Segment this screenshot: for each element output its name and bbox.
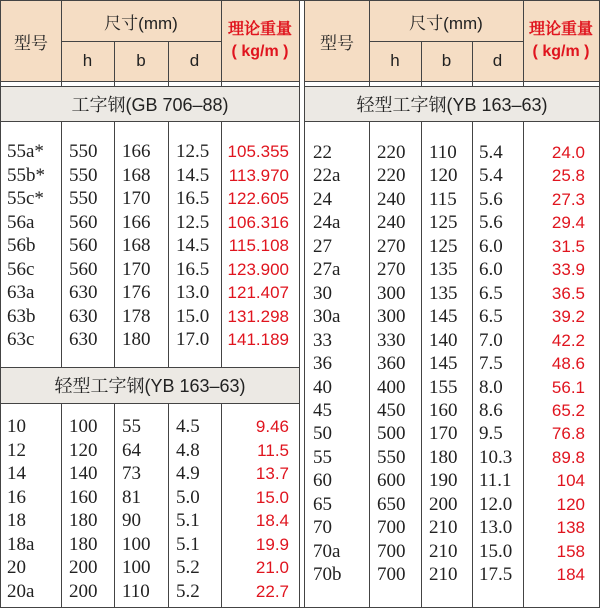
h-cell: 270: [377, 235, 406, 257]
h-cell: 560: [69, 211, 98, 233]
weight-header: [523, 1, 599, 81]
table-row: [1, 486, 299, 509]
d-cell: 5.6: [479, 212, 503, 234]
d-cell: 16.5: [176, 258, 210, 280]
model-cell: 33: [313, 329, 332, 351]
table-row: [305, 235, 599, 258]
weight-cell: 121.407: [227, 283, 289, 302]
table-row: [1, 305, 299, 328]
d-cell: 4.8: [176, 439, 200, 461]
weight-cell: 131.298: [227, 306, 289, 326]
right-panel: [305, 1, 599, 607]
table-row: [305, 376, 599, 399]
weight-header: [221, 1, 299, 81]
b-cell: 55: [122, 416, 141, 437]
weight-cell: 105.355: [227, 142, 289, 161]
h-cell: 550: [377, 446, 406, 468]
h-cell: 200: [69, 580, 98, 602]
d-cell: 16.5: [176, 188, 210, 209]
d-cell: 12.0: [479, 493, 513, 515]
d-cell: 8.0: [479, 376, 503, 398]
h-cell: 450: [377, 399, 406, 421]
h-cell: 550: [69, 188, 98, 209]
weight-cell: 42.2: [551, 330, 585, 350]
weight-cell: 104: [556, 471, 585, 491]
b-cell: 115: [429, 188, 457, 210]
table-row: [1, 415, 299, 438]
h-cell: 120: [69, 439, 98, 461]
b-cell: 168: [122, 164, 151, 186]
b-cell: 180: [429, 446, 458, 468]
weight-cell: 25.8: [551, 166, 585, 186]
d-cell: 14.5: [176, 164, 210, 186]
h-cell: 700: [377, 540, 406, 562]
table-row: [1, 580, 299, 603]
model-cell: 24: [313, 188, 332, 210]
weight-cell: 22.7: [255, 581, 289, 601]
weight-header-line2: ( kg/m ): [532, 43, 590, 60]
d-cell: 6.5: [479, 282, 503, 304]
b-cell: 64: [122, 439, 141, 461]
table-row: [1, 140, 299, 163]
h-cell: 300: [377, 306, 406, 328]
h-cell: 330: [377, 329, 406, 351]
model-cell: 55: [313, 446, 332, 468]
model-header: 型号: [320, 33, 354, 53]
h-cell: 300: [377, 282, 406, 304]
b-cell: 168: [122, 235, 151, 256]
d-cell: 11.1: [479, 470, 512, 492]
h-cell: 500: [377, 423, 406, 445]
b-cell: 210: [429, 517, 458, 539]
model-header: 型号: [14, 33, 48, 53]
h-cell: 220: [377, 165, 406, 187]
weight-cell: 21.0: [255, 558, 289, 577]
model-cell: 27: [313, 235, 332, 257]
model-cell: 65: [313, 493, 332, 515]
b-cell: 170: [122, 188, 151, 209]
d-cell: 7.0: [479, 329, 503, 351]
model-cell: 56c: [7, 258, 35, 280]
table-row: [305, 422, 599, 445]
b-cell: 73: [122, 463, 141, 484]
d-cell: 6.0: [479, 259, 503, 281]
table-row: [1, 533, 299, 556]
table-row: [1, 439, 299, 462]
b-header: b: [136, 51, 146, 70]
h-cell: 600: [377, 470, 406, 492]
h-cell: 180: [69, 510, 98, 531]
model-cell: 56a: [7, 211, 35, 233]
model-cell: 22a: [313, 165, 341, 187]
weight-header-line2: ( kg/m ): [231, 43, 289, 60]
weight-cell: 76.8: [551, 424, 585, 444]
b-cell: 155: [429, 376, 458, 398]
table-row: [305, 469, 599, 492]
d-cell: 13.0: [176, 282, 210, 303]
weight-cell: 138: [556, 518, 585, 538]
table-row: [305, 563, 599, 586]
weight-cell: 9.46: [255, 417, 289, 436]
h-cell: 240: [377, 212, 406, 234]
d-cell: 5.6: [479, 188, 503, 210]
d-cell: 5.4: [479, 165, 503, 187]
model-cell: 55b*: [7, 164, 45, 186]
b-cell: 170: [122, 258, 151, 280]
table-row: [1, 281, 299, 304]
b-cell: 100: [122, 533, 151, 555]
weight-cell: 122.605: [227, 189, 289, 208]
weight-cell: 19.9: [255, 534, 289, 554]
weight-cell: 141.189: [227, 330, 289, 349]
table-row: [305, 305, 599, 328]
h-header: h: [390, 51, 400, 70]
section-title: 轻型工字钢(YB 163–63): [305, 86, 599, 121]
h-cell: 240: [377, 188, 406, 210]
table-row: [305, 211, 599, 234]
h-cell: 630: [69, 282, 98, 303]
b-cell: 210: [429, 564, 458, 586]
b-cell: 180: [122, 329, 151, 350]
b-cell: 125: [429, 212, 458, 234]
h-cell: 630: [69, 329, 98, 350]
b-cell: 100: [122, 557, 151, 578]
weight-cell: 56.1: [551, 377, 585, 397]
d-cell: 5.1: [176, 510, 200, 531]
weight-cell: 29.4: [551, 213, 585, 233]
b-cell: 170: [429, 423, 458, 445]
d-cell: 8.6: [479, 399, 503, 421]
h-cell: 550: [69, 141, 98, 162]
table-row: [305, 352, 599, 375]
weight-cell: 27.3: [551, 189, 585, 209]
table-row: [305, 141, 599, 164]
weight-cell: 33.9: [551, 260, 585, 280]
table-row: [305, 188, 599, 211]
model-cell: 70b: [313, 564, 342, 586]
b-cell: 145: [429, 306, 458, 328]
d-header: d: [189, 51, 200, 70]
table-row: [305, 493, 599, 516]
d-cell: 7.5: [479, 353, 503, 375]
model-cell: 55a*: [7, 141, 44, 162]
weight-cell: 18.4: [255, 511, 289, 530]
h-cell: 400: [377, 376, 406, 398]
h-cell: 700: [377, 517, 406, 539]
model-cell: 36: [313, 353, 332, 375]
model-cell: 50: [313, 423, 332, 445]
model-cell: 10: [7, 416, 26, 437]
d-cell: 6.0: [479, 235, 503, 257]
model-cell: 18: [7, 510, 26, 531]
d-cell: 5.1: [176, 533, 200, 555]
weight-cell: 31.5: [551, 236, 585, 256]
b-cell: 81: [122, 486, 141, 508]
d-cell: 5.4: [479, 142, 503, 163]
model-cell: 63c: [7, 329, 35, 350]
h-cell: 220: [377, 142, 406, 163]
weight-cell: 11.5: [257, 440, 289, 460]
h-cell: 700: [377, 564, 406, 586]
h-cell: 630: [69, 305, 98, 327]
weight-cell: 15.0: [255, 487, 289, 507]
table-row: [1, 234, 299, 257]
model-cell: 56b: [7, 235, 36, 256]
weight-cell: 115.108: [228, 236, 289, 255]
model-cell: 18a: [7, 533, 35, 555]
h-cell: 550: [69, 164, 98, 186]
d-cell: 12.5: [176, 211, 210, 233]
weight-cell: 158: [556, 541, 585, 561]
table-row: [1, 462, 299, 485]
model-cell: 70: [313, 517, 332, 539]
table-row: [305, 329, 599, 352]
d-cell: 12.5: [176, 141, 210, 162]
b-cell: 140: [429, 329, 458, 351]
b-cell: 210: [429, 540, 458, 562]
weight-cell: 39.2: [551, 307, 585, 327]
model-cell: 55c*: [7, 188, 44, 209]
model-cell: 20a: [7, 580, 35, 602]
h-cell: 200: [69, 557, 98, 578]
table-row: [1, 556, 299, 579]
model-cell: 30: [313, 282, 332, 304]
d-cell: 5.2: [176, 580, 200, 602]
h-cell: 560: [69, 258, 98, 280]
weight-cell: 24.0: [551, 143, 585, 162]
d-cell: 10.3: [479, 446, 513, 468]
table-row: [305, 164, 599, 187]
weight-cell: 113.970: [228, 165, 289, 185]
model-cell: 24a: [313, 212, 341, 234]
d-cell: 15.0: [176, 305, 210, 327]
h-cell: 180: [69, 533, 98, 555]
model-cell: 12: [7, 439, 26, 461]
b-cell: 176: [122, 282, 151, 303]
model-cell: 63b: [7, 305, 36, 327]
weight-cell: 106.316: [227, 212, 289, 232]
h-cell: 100: [69, 416, 98, 437]
h-header: h: [82, 51, 93, 70]
b-cell: 190: [429, 470, 458, 492]
d-cell: 13.0: [479, 517, 513, 539]
model-cell: 20: [7, 557, 26, 578]
h-cell: 270: [377, 259, 406, 281]
table-row: [1, 211, 299, 234]
section-title: 轻型工字钢(YB 163–63): [1, 367, 299, 403]
d-cell: 5.0: [176, 486, 200, 508]
table-row: [305, 540, 599, 563]
weight-header-line1: 理论重量: [227, 21, 292, 38]
weight-cell: 123.900: [227, 259, 289, 279]
h-cell: 560: [69, 235, 98, 256]
b-cell: 166: [122, 141, 151, 162]
table-row: [305, 258, 599, 281]
d-cell: 17.5: [479, 564, 513, 586]
table-row: [1, 328, 299, 351]
b-cell: 178: [122, 305, 151, 327]
weight-cell: 48.6: [551, 354, 585, 374]
model-cell: 60: [313, 470, 332, 492]
weight-header-line1: 理论重量: [528, 21, 593, 38]
b-header: b: [441, 51, 452, 70]
b-cell: 110: [429, 142, 457, 163]
table-row: [305, 282, 599, 305]
d-header: d: [492, 51, 503, 70]
table-row: [1, 509, 299, 532]
table-row: [1, 164, 299, 187]
d-cell: 9.5: [479, 423, 503, 445]
table-row: [305, 516, 599, 539]
d-cell: 14.5: [176, 235, 210, 256]
table-row: [305, 399, 599, 422]
b-cell: 160: [429, 399, 458, 421]
h-cell: 360: [377, 353, 406, 375]
model-cell: 45: [313, 399, 332, 421]
weight-cell: 13.7: [255, 464, 289, 483]
b-cell: 200: [429, 493, 458, 515]
weight-cell: 89.8: [551, 447, 585, 467]
size-header: 尺寸(mm): [409, 13, 483, 33]
d-cell: 5.2: [176, 557, 200, 578]
b-cell: 90: [122, 510, 141, 531]
model-cell: 27a: [313, 259, 341, 281]
model-cell: 30a: [313, 306, 341, 328]
b-cell: 166: [122, 211, 151, 233]
d-cell: 15.0: [479, 540, 513, 562]
weight-cell: 36.5: [551, 283, 585, 303]
d-cell: 4.5: [176, 416, 200, 437]
model-cell: 14: [7, 463, 26, 484]
b-cell: 135: [429, 259, 458, 281]
model-cell: 70a: [313, 540, 341, 562]
table-row: [1, 258, 299, 281]
b-cell: 120: [429, 165, 458, 187]
model-cell: 63a: [7, 282, 35, 303]
weight-cell: 184: [556, 565, 585, 585]
b-cell: 145: [429, 353, 458, 375]
left-panel: [1, 1, 299, 607]
h-cell: 160: [69, 486, 98, 508]
b-cell: 125: [429, 235, 458, 257]
d-cell: 4.9: [176, 463, 200, 484]
h-cell: 140: [69, 463, 98, 484]
d-cell: 17.0: [176, 329, 210, 350]
h-cell: 650: [377, 493, 406, 515]
weight-cell: 65.2: [551, 400, 585, 420]
b-cell: 110: [122, 580, 150, 602]
table-row: [305, 446, 599, 469]
model-cell: 16: [7, 486, 26, 508]
model-cell: 40: [313, 376, 332, 398]
b-cell: 135: [429, 282, 458, 304]
model-cell: 22: [313, 142, 332, 163]
weight-cell: 120: [556, 494, 585, 514]
section-title: 工字钢(GB 706–88): [1, 86, 299, 121]
table-row: [1, 187, 299, 210]
size-header: 尺寸(mm): [104, 13, 178, 33]
d-cell: 6.5: [479, 306, 503, 328]
